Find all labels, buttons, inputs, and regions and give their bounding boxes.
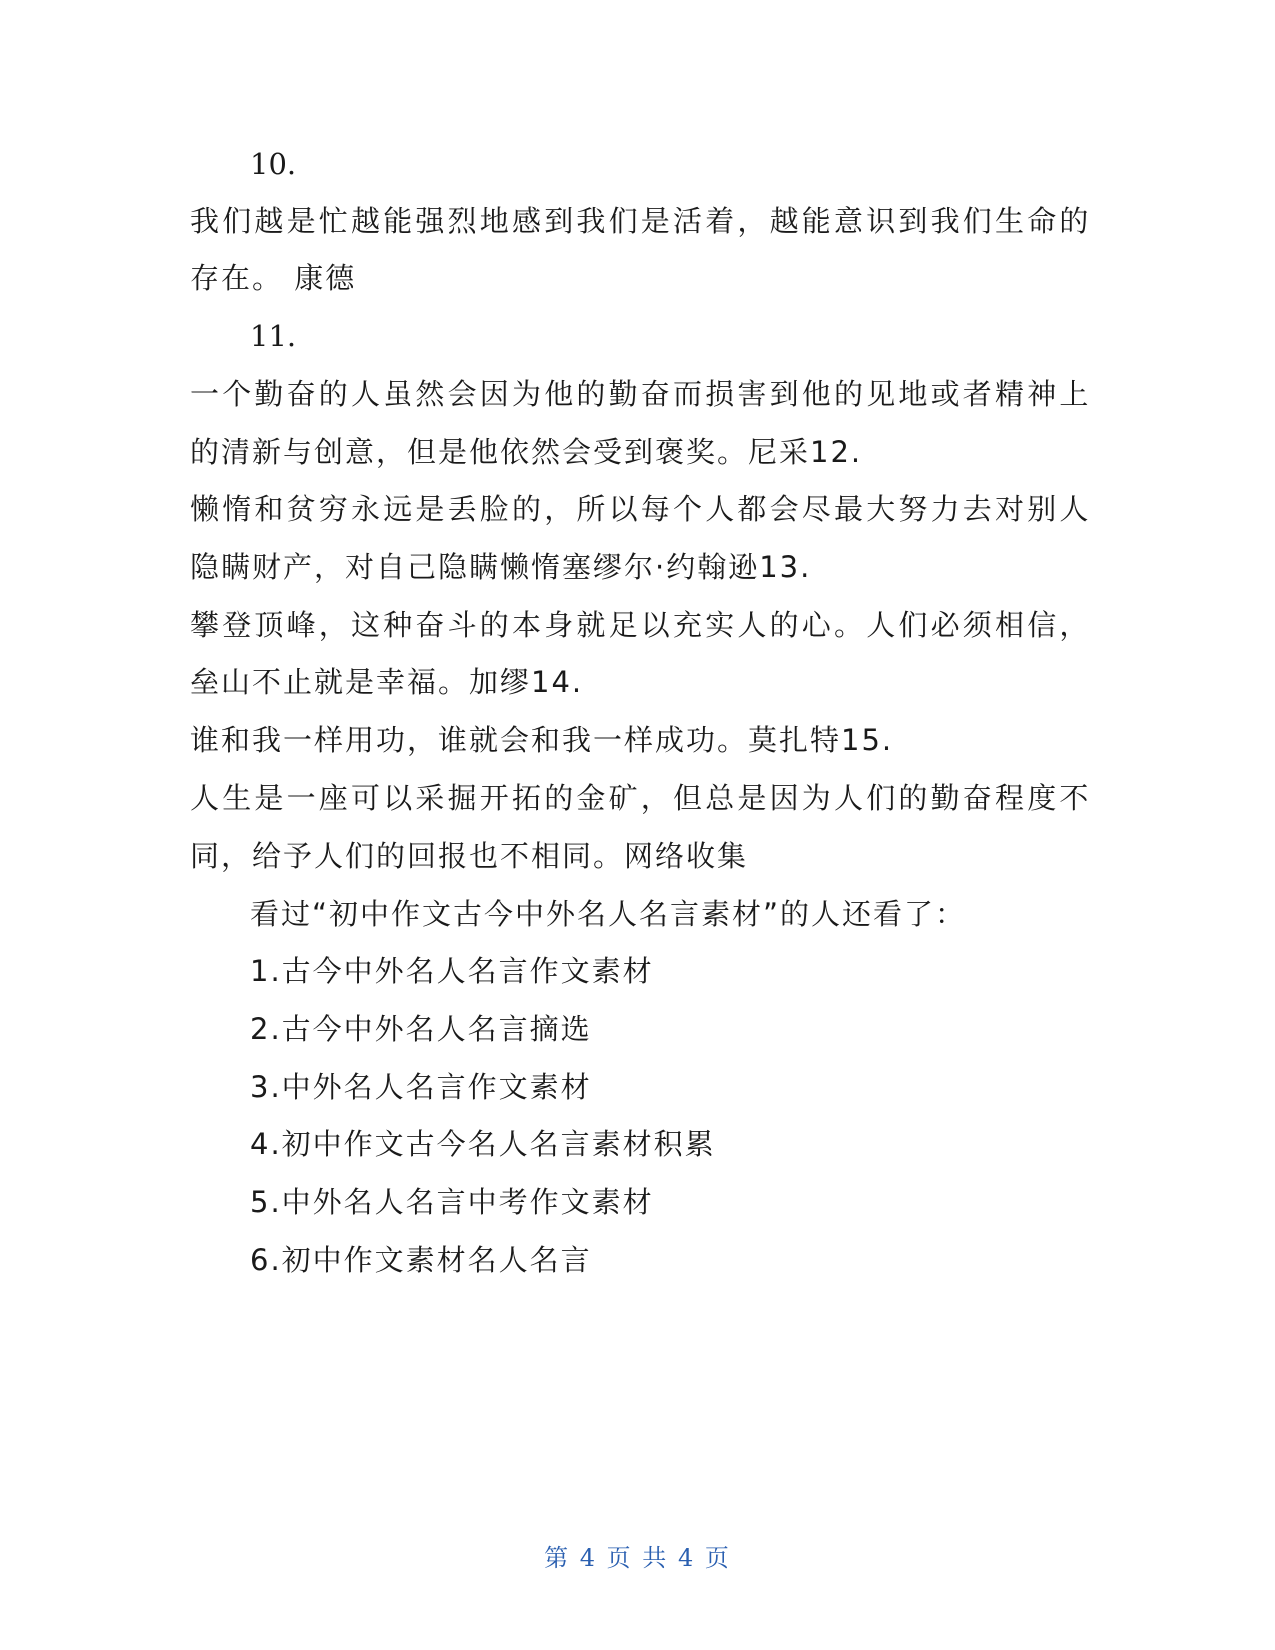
quote-11-line-2: 的清新与创意，但是他依然会受到褒奖。尼采12. — [190, 435, 863, 469]
related-item-1: 1.古今中外名人名言作文素材 — [250, 954, 654, 988]
related-item-6: 6.初中作文素材名人名言 — [250, 1243, 592, 1277]
related-item-4: 4.初中作文古今名人名言素材积累 — [250, 1127, 716, 1161]
quote-11-line-1: 一个勤奋的人虽然会因为他的勤奋而损害到他的见地或者精神上 — [190, 377, 1092, 411]
quote-13-line-2: 垒山不止就是幸福。加缪14. — [190, 665, 584, 699]
related-item-2: 2.古今中外名人名言摘选 — [250, 1012, 592, 1046]
related-item-3: 3.中外名人名言作文素材 — [250, 1070, 592, 1104]
quote-15-line-2: 同，给予人们的回报也不相同。网络收集 — [190, 839, 749, 873]
item-number-11: 11. — [250, 319, 297, 353]
quote-12-line-2: 隐瞒财产，对自己隐瞒懒惰塞缪尔·约翰逊13. — [190, 550, 812, 584]
quote-15-line-1: 人生是一座可以采掘开拓的金矿，但总是因为人们的勤奋程度不 — [190, 781, 1092, 815]
related-item-5: 5.中外名人名言中考作文素材 — [250, 1185, 654, 1219]
item-number-10: 10. — [250, 147, 297, 181]
related-heading: 看过“初中作文古今中外名人名言素材”的人还看了： — [250, 897, 967, 931]
quote-10-line-2: 存在。 康德 — [190, 261, 357, 295]
quote-13-line-1: 攀登顶峰，这种奋斗的本身就足以充实人的心。人们必须相信， — [190, 608, 1092, 642]
page-number-footer: 第 4 页 共 4 页 — [544, 1544, 731, 1572]
quote-10-line-1: 我们越是忙越能强烈地感到我们是活着，越能意识到我们生命的 — [190, 204, 1092, 238]
quote-14-line-1: 谁和我一样用功，谁就会和我一样成功。莫扎特15. — [190, 723, 894, 757]
quote-12-line-1: 懒惰和贫穷永远是丢脸的，所以每个人都会尽最大努力去对别人 — [190, 492, 1092, 526]
